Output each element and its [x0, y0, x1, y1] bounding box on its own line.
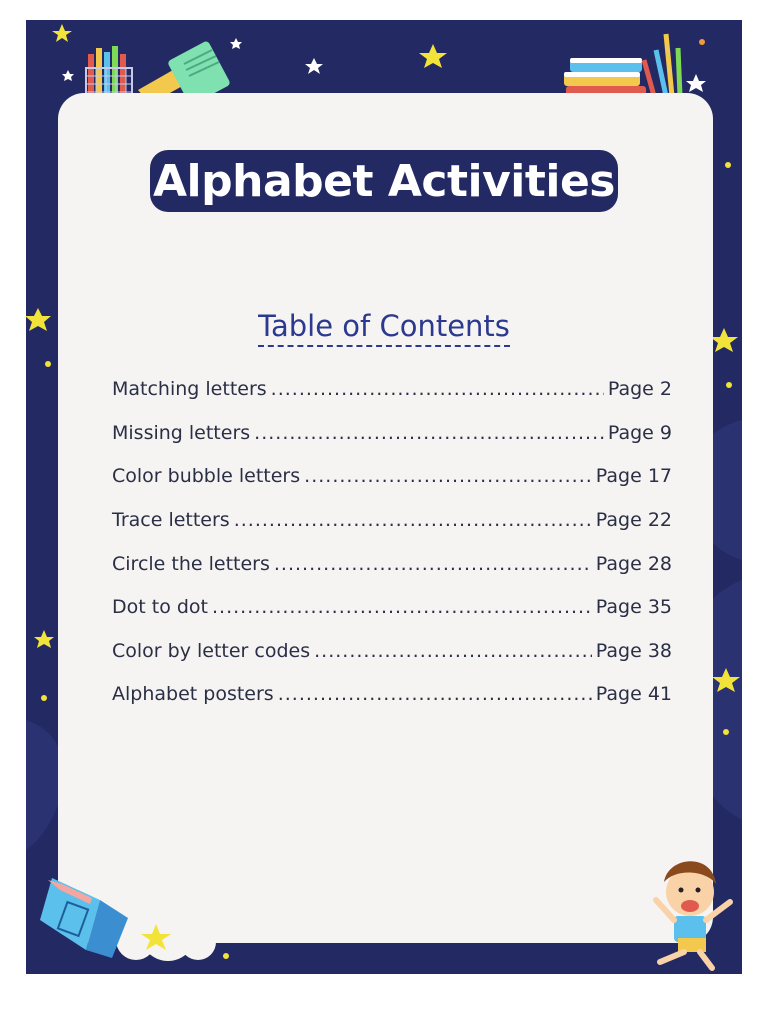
toc-row-leader — [234, 509, 592, 531]
toc-row — [112, 683, 672, 713]
toc-heading-wrap — [0, 309, 768, 343]
toc-row — [112, 509, 672, 539]
paint-brushes-icon — [644, 34, 680, 96]
toc-row-label: Trace letters — [112, 509, 230, 531]
toc-row-page: Page 38 — [595, 640, 672, 662]
toc-row-leader — [314, 640, 592, 662]
toc-row-page: Page 2 — [607, 378, 672, 400]
toc-row-leader — [304, 465, 592, 487]
toc-row-page: Page 41 — [595, 683, 672, 705]
toc-row — [112, 465, 672, 495]
toc-row-page: Page 35 — [595, 596, 672, 618]
toc-row-leader — [274, 553, 592, 575]
page-title: Alphabet Activities — [153, 155, 615, 207]
toc-row-label: Color bubble letters — [112, 465, 301, 487]
toc-row-label: Color by letter codes — [112, 640, 311, 662]
toc-row-leader — [212, 596, 592, 618]
toc-row-page: Page 17 — [595, 465, 672, 487]
toc-row-label: Missing letters — [112, 422, 251, 444]
toc-row — [112, 553, 672, 583]
toc-row-label: Circle the letters — [112, 553, 270, 575]
toc-row-page: Page 22 — [595, 509, 672, 531]
toc-row-leader — [254, 422, 604, 444]
toc-heading: Table of Contents — [258, 309, 510, 347]
toc-row — [112, 640, 672, 670]
title-banner — [150, 150, 618, 212]
toc-row-label: Matching letters — [112, 378, 267, 400]
pencil-cup-icon — [86, 46, 132, 98]
toc-row — [112, 422, 672, 452]
toc-row — [112, 378, 672, 408]
books-stack-icon — [564, 58, 646, 96]
toc-row-page: Page 28 — [595, 553, 672, 575]
toc-row-label: Alphabet posters — [112, 683, 274, 705]
cloud-shape — [180, 924, 216, 960]
toc-row — [112, 596, 672, 626]
toc-row-leader — [271, 378, 604, 400]
toc-row-page: Page 9 — [607, 422, 672, 444]
toc-row-leader — [278, 683, 592, 705]
toc-row-label: Dot to dot — [112, 596, 208, 618]
